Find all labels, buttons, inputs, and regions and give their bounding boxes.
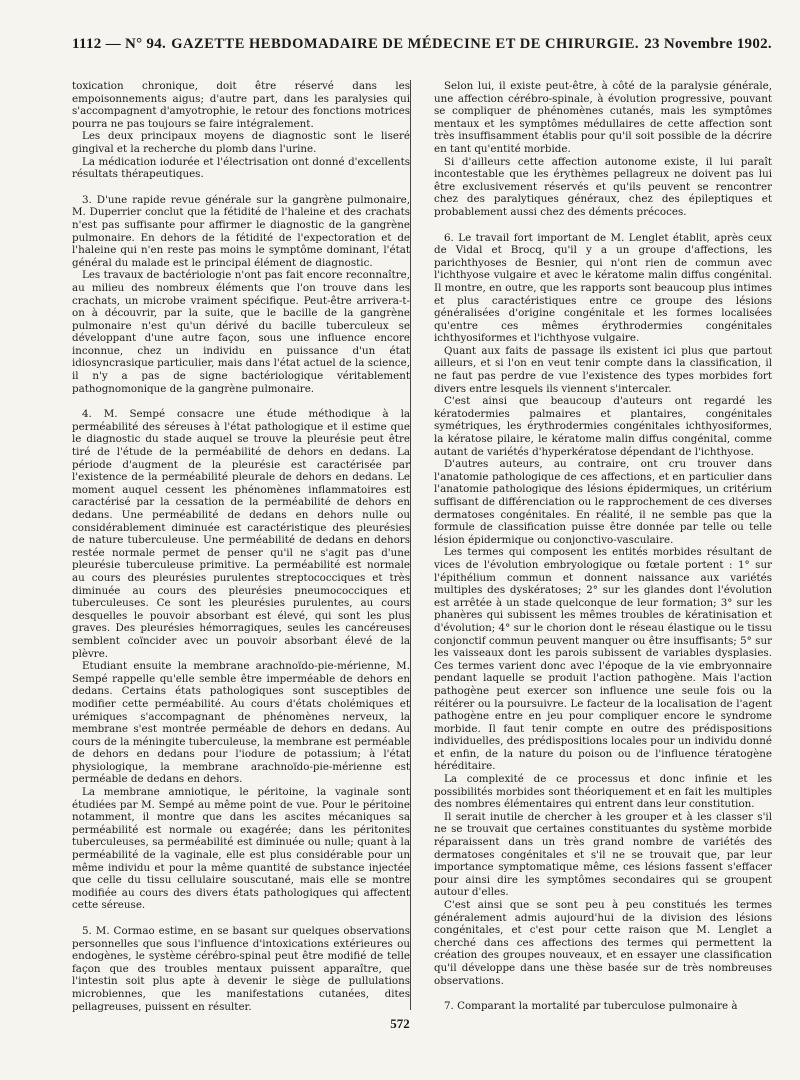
paragraph: C'est ainsi que se sont peu à peu constitués les termes généralement admis aujourd'hui de la division des lésions congénitales, et c'est pour cette raison que M. Lenglet a cherché dans ces affections des termes qui permettent la création des groupes nouveaux, et en essayer une classification qu'il développe dans une thèse basée sur de très nombreuses observations. xyxy=(434,899,772,987)
paragraph: C'est ainsi que beaucoup d'auteurs ont regardé les kératodermies palmaires et plantaires, congénitales symétriques, les érythrodermies congénitales ichthyosiformes, la kératose pilaire, le kératome malin diffus congénital, comme autant de variétés d'hyperkératose dépendant de l'ichthyose. xyxy=(434,395,772,458)
paragraph: Il serait inutile de chercher à les grouper et à les classer s'il ne se trouvait que certaines constituantes du système morbide réparaissent dans un très grand nombre de variétés des dermatoses congénitales et s'il ne se trouvait que, par leur importance symptomatique même, ces lésions fassent s'effacer pour ainsi dire les symptômes secondaires qui se groupent autour d'elles. xyxy=(434,810,772,899)
issue-number: 1112 — N° 94. xyxy=(72,36,167,52)
paragraph: 7. Comparant la mortalité par tuberculose pulmonaire à xyxy=(444,1000,738,1013)
paragraph: 5. M. Cormao estime, en se basant sur quelques observations personnelles que sous l'influence d'intoxications extérieures ou endogènes, le système cérébro-spinal peut être modifié de telle façon que des troubles mentaux puissent apparaître, que l'intestin soit plus apte à devenir le siège de pullulations microbiennes, que les manifestations cutanées, dites pellagreuses, puissent en résulter. xyxy=(72,925,410,1013)
text-columns xyxy=(72,80,772,1015)
page-header xyxy=(72,36,772,53)
paragraph: Si d'ailleurs cette affection autonome existe, il lui paraît incontestable que les érythèmes pellagreux ne doivent pas lui être exclusivement réservés et qu'ils peuvent se rencontrer chez des paralytiques généraux, chez des épileptiques et probablement aussi chez des déments précoces. xyxy=(434,155,772,218)
page-number: 572 xyxy=(390,1016,410,1031)
column-divider xyxy=(410,80,411,1010)
paragraph: La médication iodurée et l'électrisation ont donné d'excellents résultats thérapeutiques. xyxy=(72,155,410,181)
paragraph: La membrane amniotique, le péritoine, la vaginale sont étudiées par M. Sempé au même point de vue. Pour le péritoine notamment, il montre que dans les ascites mécaniques sa perméabilité est normale ou exagérée; dans les péritonites tuberculeuses, sa perméabilité est diminuée ou nulle; quant à la perméabilité de la vaginale, elle est plus considérable pour un même individu et pour la même quantité de substance injectée que celle du tissu cellulaire souscutané, mais elle se montre modifiée au cours des divers états pathologiques qui affectent cette séreuse. xyxy=(72,786,410,912)
paragraph: 6. Le travail fort important de M. Lenglet établit, après ceux de Vidal et Brocq, qu'il y a un groupe d'affections, les parichthyoses de Besnier, qui n'ont rien de commun avec l'ichthyose vulgaire et avec le kératome malin diffus congénital. Il montre, en outre, que les rapports sont beaucoup plus intimes et plus caractéristiques entre ce groupe des lésions généralisées d'origine congénitale et les formes localisées qu'entre ces mêmes érythrodermies congénitales ichthyosiformes et l'ichthyose vulgaire. xyxy=(434,231,772,345)
left-column xyxy=(72,80,410,1015)
paragraph: Les deux principaux moyens de diagnostic sont le liseré gingival et la recherche du plomb dans l'urine. xyxy=(72,130,410,155)
journal-title: GAZETTE HEBDOMADAIRE DE MÉDECINE ET DE CHIRURGIE. xyxy=(171,36,640,52)
issue-date: 23 Novembre 1902. xyxy=(644,36,772,52)
paragraph: 3. D'une rapide revue générale sur la gangrène pulmonaire, M. Duperrier conclut que la fétidité de l'haleine et des crachats n'est pas suffisante pour affirmer le diagnostic de la gangrène pulmonaire. En dehors de la fétidité de l'expectoration et de l'haleine qui n'en reste pas moins le symptôme dominant, l'état général du malade est le principal élément de diagnostic. xyxy=(72,193,410,269)
paragraph: D'autres auteurs, au contraire, ont cru trouver dans l'anatomie pathologique de ces affections, et en particulier dans l'anatomie pathologique des lésions épidermiques, un critérium suffisant de différenciation ou le rapprochement de ces diverses dermatoses congénitales. En réalité, il ne semble pas que la formule de classification puisse être donnée par telle ou telle lésion épidermique ou conjonctivo-vasculaire. xyxy=(434,458,772,546)
paragraph: Selon lui, il existe peut-être, à côté de la paralysie générale, une affection cérébro-spinale, à évolution progressive, pouvant se compliquer de phénomènes cutanés, mais les symptômes mentaux et les symptômes médullaires de cette affection sont très insuffisamment établis pour qu'il soit possible de la décrire en tant qu'entité morbide. xyxy=(434,80,772,155)
paragraph: Les termes qui composent les entités morbides résultant de vices de l'évolution embryologique ou fœtale portent : 1° sur l'épithélium commun et donnent naissance aux variétés multiples des dyskératoses; 2° sur les glandes dont l'évolution est arrêtée à un stade quelconque de leur formation; 3° sur les phanères qui subissent les mêmes troubles de kératinisation et d'évolution; 4° sur le chorion dont le réseau élastique ou le tissu conjonctif commun peuvent manquer ou être insuffisants; 5° sur les vaisseaux dont les parois subissent de variables dysplasies. Ces termes varient donc avec l'époque de la vie embryonnaire pendant laquelle se produit l'action pathogène. Mais l'action pathogène peut exercer son influence une seule fois ou la réitérer ou la poursuivre. Le facteur de la localisation de l'agent pathogène entre en jeu pour compliquer encore le syndrome morbide. Il faut tenir compte en outre des prédispositions individuelles, des prédispositions locales pour un individu donné et enfin, de la nature du poison ou de l'influence tératogène héréditaire. xyxy=(434,546,772,773)
page-footer xyxy=(0,1016,800,1032)
paragraph: toxication chronique, doit être réservé dans les empoisonnements aigus; d'autre part, dans les paralysies qui s'accompagnent d'amyotrophie, le retour des fonctions motrices pourra ne pas toujours se faire intégralement. xyxy=(72,80,410,130)
paragraph: Les travaux de bactériologie n'ont pas fait encore reconnaître, au milieu des nombreux éléments que l'on trouve dans les crachats, un microbe vraiment spécifique. Peut-être arrivera-t-on à découvrir, par la suite, que le bacille de la gangrène pulmonaire n'est qu'un dérivé du bacille tuberculeux se développant d'une autre façon, sous une influence encore inconnue, chez un individu en puissance d'un état idiosyncrasique particulier, mais dans l'état actuel de la science, il n'y a pas de signe bactériologique véritablement pathognomonique de la gangrène pulmonaire. xyxy=(72,269,410,395)
paragraph: 4. M. Sempé consacre une étude méthodique à la perméabilité des séreuses à l'état pathologique et il estime que le diagnostic du stade auquel se trouve la pleurésie peut être tiré de l'étude de la perméabilité de dehors en dedans. La période d'augment de la pleurésie est caractérisée par l'existence de la perméabilité pleurale de dehors en dedans. Le moment auquel cessent les phénomènes inflammatoires est caractérisé par la cessation de la perméabilité de dehors en dedans. Une perméabilité de dedans en dehors nulle ou considérablement diminuée est caractéristique des pleurésies de nature tuberculeuse. Une perméabilité de dedans en dehors restée normale permet de penser qu'il ne s'agit pas d'une pleurésie tuberculeuse primitive. La perméabilité est normale au cours des pleurésies purulentes streptococciques et très diminuée au cours des pleurésies pneumococciques et tuberculeuses. Ce sont les pleurésies purulentes, au cours desquelles le pouvoir absorbant est élevé, qui sont les plus graves. Des pleurésies hémorragiques, seules les cancéreuses semblent coïncider avec un pouvoir absorbant élevé de la plèvre. xyxy=(72,408,410,660)
paragraph: Etudiant ensuite la membrane arachnoïdo-pie-mérienne, M. Sempé rappelle qu'elle semble être imperméable de dehors en dedans. Certains états pathologiques sont susceptibles de modifier cette perméabilité. Au cours d'états cholémiques et urémiques s'accompagnant de phénomènes nerveux, la membrane s'est montrée perméable de dehors en dedans. Au cours de la méningite tuberculeuse, la membrane est perméable de dehors en dedans pour l'iodure de potassium; à l'état physiologique, la membrane arachnoïdo-pie-mérienne est perméable de dedans en dehors. xyxy=(72,660,410,786)
paragraph: La complexité de ce processus et donc infinie et les possibilités morbides sont théoriquement et en fait les multiples des nombres élémentaires qui entrent dans leur constitution. xyxy=(434,773,772,811)
right-column xyxy=(434,80,772,1015)
paragraph: Quant aux faits de passage ils existent ici plus que partout ailleurs, et si l'on en veut tenir compte dans la classification, il ne faut pas perdre de vue l'existence des types morbides fort divers entre lesquels ils viennent s'intercaler. xyxy=(434,344,772,395)
